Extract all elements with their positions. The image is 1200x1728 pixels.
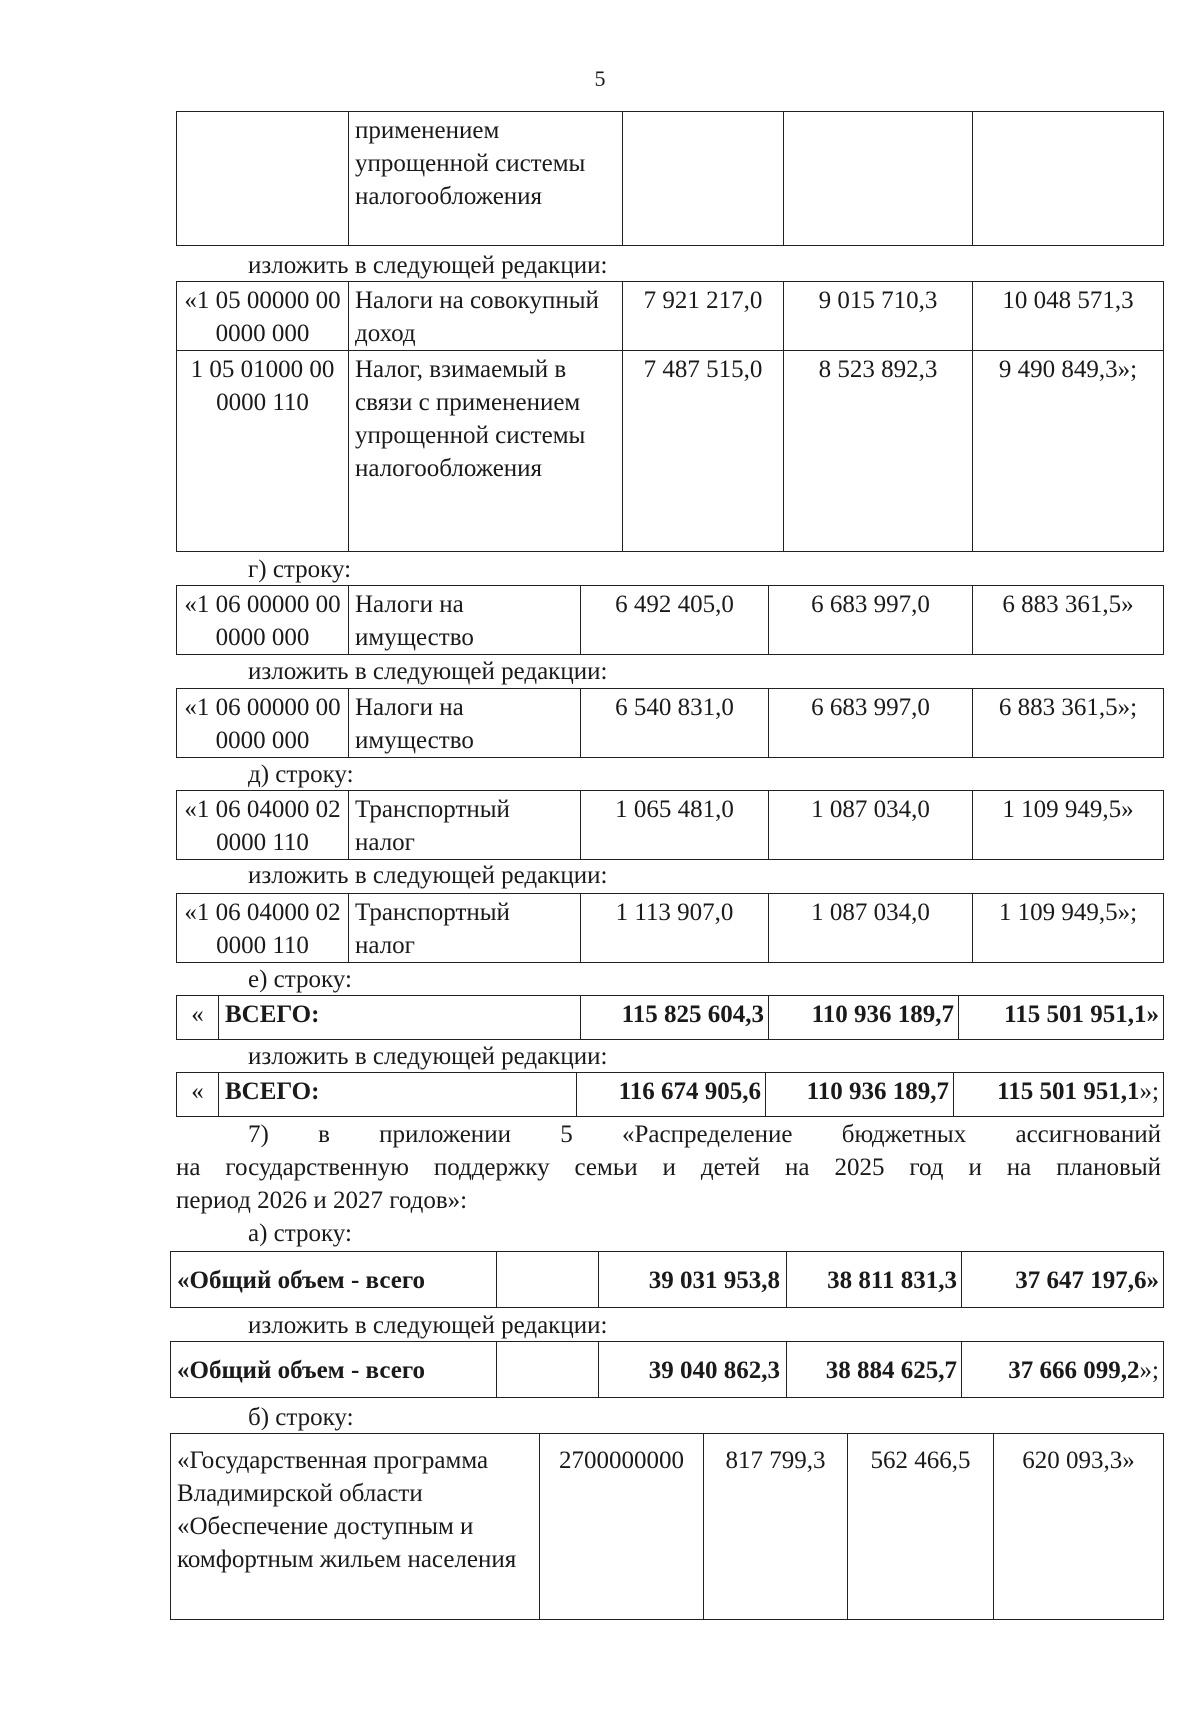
value-bold: 115 501 951,1: [997, 1078, 1140, 1105]
table-row: [171, 1252, 1164, 1308]
code-cell: «1 06 00000 00 0000 000: [177, 689, 349, 758]
value-cell: 115 825 604,3: [581, 996, 769, 1040]
instruction-label: изложить в следующей редакции:: [248, 1312, 608, 1339]
instruction-label: изложить в следующей редакции:: [248, 1043, 608, 1070]
code-cell: 2700000000: [540, 1434, 704, 1620]
value-cell: 37 647 197,6»: [962, 1252, 1164, 1308]
value-cell: 1 109 949,5»: [973, 791, 1164, 860]
value-cell: 1 065 481,0: [581, 791, 769, 860]
table-row: [171, 1434, 1164, 1620]
instruction-label: б) строку:: [248, 1404, 354, 1431]
instruction-label: д) строку:: [248, 761, 354, 788]
value-cell: 110 936 189,7: [766, 1073, 954, 1117]
code-cell: «1 06 00000 00 0000 000: [177, 586, 349, 655]
value-cell: 39 040 862,3: [599, 1342, 787, 1398]
value-cell: 115 501 951,1»: [959, 996, 1164, 1040]
value-cell: 1 087 034,0: [769, 791, 973, 860]
table-row: [177, 351, 1164, 552]
value-cell: 817 799,3: [704, 1434, 848, 1620]
value-cell: 6 683 997,0: [769, 689, 973, 758]
value-cell: 7 487 515,0: [623, 351, 784, 552]
instruction-label: е) строку:: [248, 966, 352, 993]
name-cell: Транспортный налог: [349, 791, 581, 860]
instruction-label: изложить в следующей редакции:: [248, 658, 608, 685]
value-cell: [623, 112, 784, 246]
value-cell: [973, 112, 1164, 246]
table-total-new: [176, 1072, 1164, 1117]
value-cell: [954, 1073, 1164, 1117]
code-cell: 1 05 01000 00 0000 110: [177, 351, 349, 552]
paragraph-line: на государственную поддержку семьи и детей на 2025 год и на плановый: [176, 1154, 1161, 1181]
value-cell: 8 523 892,3: [784, 351, 973, 552]
instruction-label: г) строку:: [248, 556, 352, 583]
table-transport-new: [176, 893, 1164, 963]
table-row: [177, 112, 1164, 246]
quote-cell: «: [177, 1073, 219, 1117]
name-cell: применением упрощенной системы налогообложения: [349, 112, 623, 246]
value-cell: 1 109 949,5»;: [973, 894, 1164, 963]
table-row: [177, 689, 1164, 758]
value-cell: 6 883 361,5»: [973, 586, 1164, 655]
value-cell: [784, 112, 973, 246]
value-tail: »;: [1139, 1357, 1159, 1384]
table-row: [177, 791, 1164, 860]
table-row: [177, 1073, 1164, 1117]
table-total-old: [176, 995, 1164, 1040]
empty-cell: [497, 1252, 599, 1308]
table-property-old: [176, 585, 1164, 655]
name-cell: ВСЕГО:: [219, 1073, 577, 1117]
table-row: [171, 1342, 1164, 1398]
table-row: [177, 282, 1164, 351]
table-continuation: [176, 111, 1164, 246]
value-cell: 6 492 405,0: [581, 586, 769, 655]
code-cell: «1 05 00000 00 0000 000: [177, 282, 349, 351]
name-cell: ВСЕГО:: [219, 996, 581, 1040]
name-cell: Налог, взимаемый в связи с применением упрощенной системы налогообложения: [349, 351, 623, 552]
value-cell: 38 884 625,7: [787, 1342, 962, 1398]
paragraph-7: [176, 1118, 1161, 1217]
table-family-total-new: [170, 1341, 1164, 1398]
quote-cell: «: [177, 996, 219, 1040]
name-cell: «Общий объем - всего: [171, 1342, 497, 1398]
value-cell: [962, 1342, 1164, 1398]
table-transport-old: [176, 790, 1164, 860]
name-cell: Налоги на имущество: [349, 586, 581, 655]
name-cell: Налоги на совокупный доход: [349, 282, 623, 351]
value-bold: 37 666 099,2: [1008, 1357, 1140, 1384]
value-cell: 38 811 831,3: [787, 1252, 962, 1308]
table-property-new: [176, 688, 1164, 758]
value-cell: 1 087 034,0: [769, 894, 973, 963]
value-cell: 110 936 189,7: [769, 996, 959, 1040]
code-cell: «1 06 04000 02 0000 110: [177, 791, 349, 860]
table-income-new: [176, 281, 1164, 552]
table-program: [170, 1433, 1164, 1620]
value-cell: 620 093,3»: [994, 1434, 1164, 1620]
paragraph-line: период 2026 и 2027 годов»:: [176, 1187, 468, 1214]
value-cell: 10 048 571,3: [973, 282, 1164, 351]
name-cell: «Общий объем - всего: [171, 1252, 497, 1308]
value-cell: 6 883 361,5»;: [973, 689, 1164, 758]
value-cell: 7 921 217,0: [623, 282, 784, 351]
value-cell: 116 674 905,6: [577, 1073, 766, 1117]
code-cell: [177, 112, 349, 246]
value-cell: 562 466,5: [848, 1434, 994, 1620]
code-cell: «1 06 04000 02 0000 110: [177, 894, 349, 963]
table-row: [177, 996, 1164, 1040]
name-cell: Транспортный налог: [349, 894, 581, 963]
instruction-label: а) строку:: [248, 1220, 352, 1247]
name-cell: «Государственная программа Владимирской области «Обеспечение доступным и комфортным жильем населения: [171, 1434, 540, 1620]
value-cell: 9 490 849,3»;: [973, 351, 1164, 552]
table-row: [177, 894, 1164, 963]
paragraph-line: 7) в приложении 5 «Распределение бюджетных ассигнований: [248, 1121, 1161, 1148]
value-cell: 6 540 831,0: [581, 689, 769, 758]
table-family-total-old: [170, 1251, 1164, 1308]
value-cell: 1 113 907,0: [581, 894, 769, 963]
instruction-label: изложить в следующей редакции:: [248, 862, 608, 889]
name-cell: Налоги на имущество: [349, 689, 581, 758]
value-tail: »;: [1139, 1078, 1159, 1105]
value-cell: 6 683 997,0: [769, 586, 973, 655]
empty-cell: [497, 1342, 599, 1398]
value-cell: 9 015 710,3: [784, 282, 973, 351]
table-row: [177, 586, 1164, 655]
value-cell: 39 031 953,8: [599, 1252, 787, 1308]
instruction-label: изложить в следующей редакции:: [248, 252, 608, 279]
page-number: 5: [594, 66, 606, 91]
